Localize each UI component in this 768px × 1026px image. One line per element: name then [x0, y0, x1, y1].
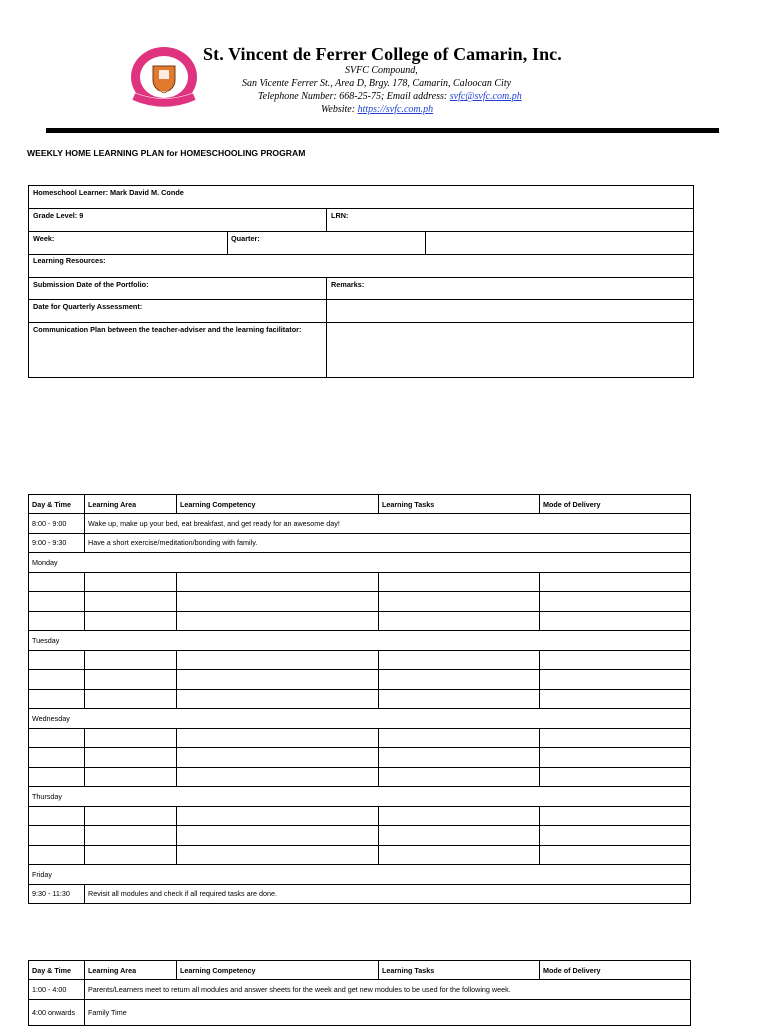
column-header: Learning Area [85, 495, 177, 514]
entry-cell[interactable] [379, 572, 540, 592]
website-link[interactable]: https://svfc.com.ph [357, 104, 434, 115]
entry-cell[interactable] [29, 845, 85, 865]
table-row [29, 980, 691, 1000]
email-link[interactable]: svfc@svfc.com.ph [449, 91, 522, 102]
entry-cell[interactable] [29, 572, 85, 592]
entry-cell[interactable] [540, 748, 691, 768]
entry-cell[interactable] [29, 806, 85, 826]
contact-line [258, 91, 522, 102]
table-header-row [29, 495, 691, 514]
time-cell: 9:30 - 11:30 [29, 884, 85, 904]
column-header: Learning Competency [177, 961, 379, 980]
day-label: Tuesday [29, 631, 691, 651]
entry-cell[interactable] [540, 611, 691, 631]
table-header-row [29, 961, 691, 980]
compound-line: SVFC Compound, [345, 65, 418, 76]
entry-cell[interactable] [540, 689, 691, 709]
entry-cell[interactable] [177, 748, 379, 768]
entry-row [29, 767, 691, 787]
activity-cell: Revisit all modules and check if all required tasks are done. [85, 884, 691, 904]
activity-cell: Parents/Learners meet to return all modules and answer sheets for the week and get new modules to be used for the following week. [85, 980, 691, 1000]
day-row [29, 631, 691, 651]
quarter-label: Quarter: [231, 234, 260, 243]
entry-cell[interactable] [540, 670, 691, 690]
entry-cell[interactable] [29, 826, 85, 846]
day-row [29, 709, 691, 729]
column-header: Mode of Delivery [540, 495, 691, 514]
entry-cell[interactable] [379, 650, 540, 670]
entry-cell[interactable] [177, 767, 379, 787]
phone-text: Telephone Number: 668-25-75; Email address: [258, 91, 450, 102]
entry-row [29, 845, 691, 865]
entry-cell[interactable] [29, 650, 85, 670]
entry-cell[interactable] [85, 572, 177, 592]
day-label: Wednesday [29, 709, 691, 729]
entry-cell[interactable] [177, 689, 379, 709]
entry-cell[interactable] [379, 592, 540, 612]
entry-row [29, 728, 691, 748]
entry-row [29, 670, 691, 690]
column-header: Learning Tasks [379, 961, 540, 980]
entry-cell[interactable] [379, 767, 540, 787]
entry-cell[interactable] [379, 611, 540, 631]
entry-cell[interactable] [177, 845, 379, 865]
entry-cell[interactable] [177, 650, 379, 670]
learner-info-box [28, 185, 694, 378]
learning-resources-label: Learning Resources: [33, 256, 106, 265]
entry-cell[interactable] [379, 689, 540, 709]
entry-cell[interactable] [85, 748, 177, 768]
day-row [29, 865, 691, 885]
entry-cell[interactable] [379, 845, 540, 865]
entry-cell[interactable] [85, 611, 177, 631]
day-label: Thursday [29, 787, 691, 807]
column-header: Day & Time [29, 495, 85, 514]
activity-cell: Family Time [85, 999, 691, 1025]
afternoon-schedule-table [28, 960, 691, 1026]
time-cell: 1:00 - 4:00 [29, 980, 85, 1000]
entry-cell[interactable] [379, 748, 540, 768]
entry-row [29, 826, 691, 846]
remarks-label: Remarks: [331, 280, 365, 289]
header-divider [46, 128, 719, 133]
address-line: San Vicente Ferrer St., Area D, Brgy. 178, Camarin, Caloocan City [242, 78, 512, 89]
seal-year: 2001 [158, 91, 170, 97]
week-label: Week: [33, 234, 55, 243]
column-header: Learning Tasks [379, 495, 540, 514]
entry-cell[interactable] [540, 826, 691, 846]
entry-cell[interactable] [540, 650, 691, 670]
entry-cell[interactable] [177, 572, 379, 592]
table-row [29, 884, 691, 904]
entry-row [29, 592, 691, 612]
website-line [321, 104, 433, 115]
entry-row [29, 748, 691, 768]
day-label: Friday [29, 865, 691, 885]
entry-cell[interactable] [177, 806, 379, 826]
table-row [29, 533, 691, 553]
entry-cell[interactable] [29, 689, 85, 709]
table-row [29, 999, 691, 1025]
entry-cell[interactable] [540, 845, 691, 865]
entry-cell[interactable] [85, 592, 177, 612]
entry-cell[interactable] [177, 826, 379, 846]
day-label: Monday [29, 553, 691, 573]
activity-cell: Have a short exercise/meditation/bonding with family. [85, 533, 691, 553]
entry-row [29, 650, 691, 670]
entry-cell[interactable] [85, 728, 177, 748]
learner-name: Homeschool Learner: Mark David M. Conde [33, 188, 184, 197]
entry-cell[interactable] [29, 748, 85, 768]
communication-plan-label: Communication Plan between the teacher-adviser and the learning facilitator: [33, 325, 302, 334]
grade-level: Grade Level: 9 [33, 211, 84, 220]
day-row [29, 553, 691, 573]
column-header: Learning Area [85, 961, 177, 980]
quarterly-assessment-label: Date for Quarterly Assessment: [33, 302, 143, 311]
entry-row [29, 806, 691, 826]
entry-row [29, 572, 691, 592]
activity-cell: Wake up, make up your bed, eat breakfast, and get ready for an awesome day! [85, 514, 691, 534]
time-cell: 8:00 - 9:00 [29, 514, 85, 534]
entry-cell[interactable] [29, 728, 85, 748]
entry-row [29, 689, 691, 709]
entry-cell[interactable] [85, 650, 177, 670]
entry-cell[interactable] [29, 670, 85, 690]
entry-row [29, 611, 691, 631]
entry-cell[interactable] [29, 611, 85, 631]
entry-cell[interactable] [379, 728, 540, 748]
entry-cell[interactable] [85, 767, 177, 787]
entry-cell[interactable] [85, 670, 177, 690]
entry-cell[interactable] [85, 806, 177, 826]
time-cell: 4:00 onwards [29, 999, 85, 1025]
document-title: WEEKLY HOME LEARNING PLAN for HOMESCHOOLING PROGRAM [27, 148, 306, 158]
entry-cell[interactable] [29, 767, 85, 787]
entry-cell[interactable] [379, 826, 540, 846]
entry-cell[interactable] [177, 728, 379, 748]
entry-cell[interactable] [540, 806, 691, 826]
day-row [29, 787, 691, 807]
entry-cell[interactable] [379, 670, 540, 690]
submission-date-label: Submission Date of the Portfolio: [33, 280, 149, 289]
entry-cell[interactable] [177, 670, 379, 690]
entry-cell[interactable] [85, 826, 177, 846]
column-header: Learning Competency [177, 495, 379, 514]
entry-cell[interactable] [85, 689, 177, 709]
entry-cell[interactable] [29, 592, 85, 612]
website-label: Website: [321, 104, 358, 115]
lrn-label: LRN: [331, 211, 349, 220]
weekly-schedule-table [28, 494, 691, 904]
entry-cell[interactable] [540, 592, 691, 612]
entry-cell[interactable] [177, 592, 379, 612]
entry-cell[interactable] [540, 767, 691, 787]
entry-cell[interactable] [85, 845, 177, 865]
entry-cell[interactable] [540, 728, 691, 748]
column-header: Day & Time [29, 961, 85, 980]
time-cell: 9:00 - 9:30 [29, 533, 85, 553]
entry-cell[interactable] [379, 806, 540, 826]
entry-cell[interactable] [540, 572, 691, 592]
school-name: St. Vincent de Ferrer College of Camarin, Inc. [203, 44, 562, 64]
column-header: Mode of Delivery [540, 961, 691, 980]
table-row [29, 514, 691, 534]
entry-cell[interactable] [177, 611, 379, 631]
school-seal-logo [126, 44, 202, 114]
